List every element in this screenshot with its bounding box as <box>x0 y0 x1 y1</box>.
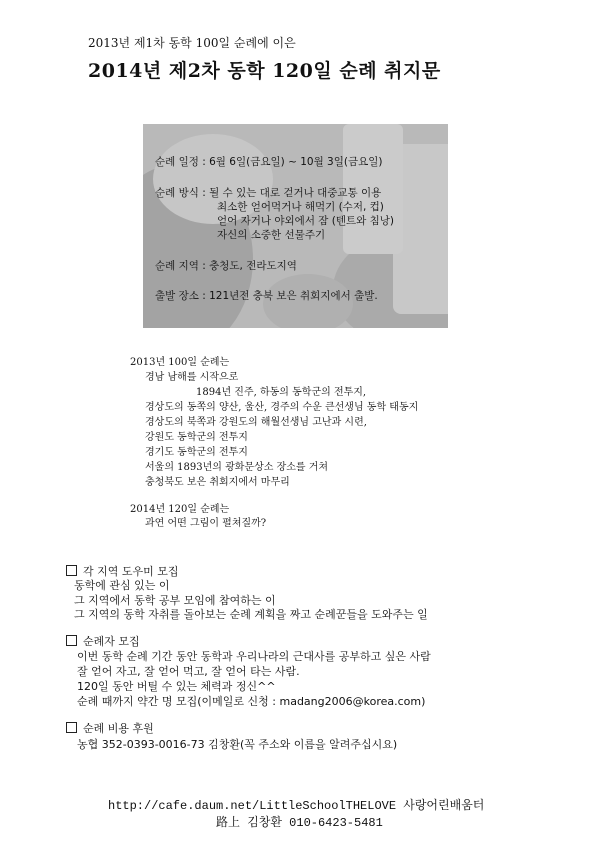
story-line: 경상도의 동쪽의 양산, 울산, 경주의 수운 큰선생님 동학 태동지 <box>145 402 419 413</box>
checkbox-square-icon <box>66 722 77 733</box>
signature-contact: 路上 김창환 010-6423-5481 <box>216 816 383 830</box>
story-line: 2013년 100일 순례는 <box>130 357 230 368</box>
section-heading-sponsorship <box>66 720 154 736</box>
story-line: 2014년 120일 순례는 <box>130 504 230 515</box>
section-line: 그 지역에서 동학 공부 모임에 참여하는 이 <box>74 594 276 607</box>
section-line: 그 지역의 동학 자취를 돌아보는 순례 계획을 짜고 순례꾼들을 도와주는 일 <box>74 608 428 621</box>
region-text: 순례 지역 : 충청도, 전라도지역 <box>155 260 297 272</box>
departure-text: 출발 장소 : 121년전 충북 보은 취회지에서 출발. <box>155 290 378 302</box>
story-line: 충청북도 보은 취회지에서 마무리 <box>145 477 290 488</box>
story-line: 강원도 동학군의 전투지 <box>145 432 248 443</box>
section-line: 잘 얻어 자고, 잘 얻어 먹고, 잘 얻어 타는 사람. <box>77 665 300 678</box>
bank-account-text: 농협 352-0393-0016-73 김창환(꼭 주소와 이름을 알려주십시요) <box>77 738 398 751</box>
story-line: 경기도 동학군의 전투지 <box>145 447 248 458</box>
story-line: 과연 어떤 그림이 펼쳐질까? <box>145 518 267 529</box>
story-line: 서울의 1893년의 광화문상소 장소를 거쳐 <box>145 462 329 473</box>
section-line: 이번 동학 순례 기간 동안 동학과 우리나라의 근대사를 공부하고 싶은 사람 <box>77 650 431 663</box>
section-heading-label: 각 지역 도우미 모집 <box>83 565 179 578</box>
checkbox-square-icon <box>66 635 77 646</box>
section-heading-label: 순례자 모집 <box>83 635 140 648</box>
method-line: 얻어 자거나 야외에서 잠 (텐트와 침낭) <box>217 215 395 227</box>
story-line: 1894년 진주, 하동의 동학군의 전투지, <box>196 387 367 398</box>
section-heading-label: 순례 비용 후원 <box>83 722 154 735</box>
document-title: 2014년 제2차 동학 120일 순례 취지문 <box>88 60 441 82</box>
method-line: 자신의 소중한 선물주기 <box>217 229 326 241</box>
section-line: 동학에 관심 있는 이 <box>74 579 170 592</box>
method-line: 최소한 얻어먹거나 해먹기 (수저, 컵) <box>217 201 384 213</box>
story-line: 경남 남해를 시작으로 <box>145 372 239 383</box>
section-heading-pilgrims <box>66 633 140 649</box>
schedule-text: 순례 일정 : 6월 6일(금요일) ~ 10월 3일(금요일) <box>155 156 383 168</box>
section-line: 순례 때까지 약간 명 모집(이메일로 신청 : madang2006@korea.com) <box>77 695 426 708</box>
document-subtitle: 2013년 제1차 동학 100일 순례에 이은 <box>88 36 296 50</box>
cafe-link[interactable]: http://cafe.daum.net/LittleSchoolTHELOVE 사랑어린배움터 <box>108 799 485 813</box>
method-text: 순례 방식 : 될 수 있는 대로 걷거나 대중교통 이용 <box>155 187 382 199</box>
story-line: 경상도의 북쪽과 강원도의 해월선생님 고난과 시련, <box>145 417 367 428</box>
section-line: 120일 동안 버틸 수 있는 체력과 정신^^ <box>77 680 276 693</box>
checkbox-square-icon <box>66 565 77 576</box>
